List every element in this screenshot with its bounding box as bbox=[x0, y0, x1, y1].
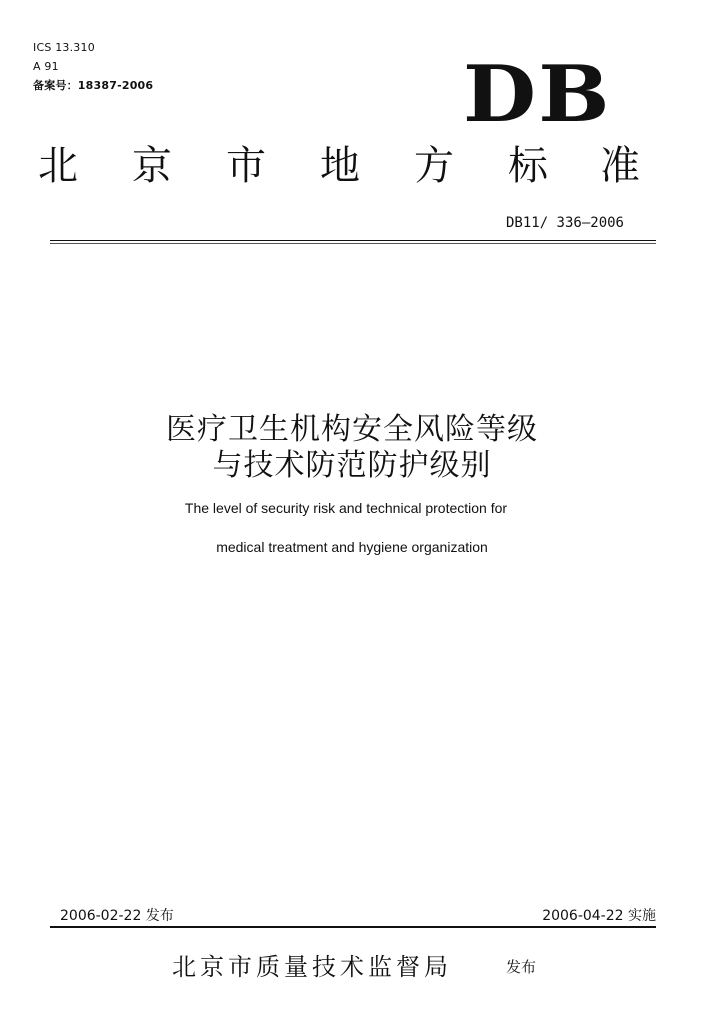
title-char: 市 bbox=[226, 143, 266, 189]
english-title-line-1: The level of security risk and technical protection for bbox=[184, 500, 508, 516]
bottom-divider bbox=[50, 926, 656, 928]
issue-date: 2006-02-22 发布 bbox=[60, 908, 174, 924]
db-logo: DB bbox=[463, 49, 612, 140]
title-char: 地 bbox=[320, 143, 360, 189]
ics-code: ICS 13.310 bbox=[33, 41, 95, 54]
chinese-title-line-1: 医疗卫生机构安全风险等级 bbox=[166, 412, 538, 447]
top-divider-secondary bbox=[50, 243, 656, 244]
standard-number: DB11/ 336—2006 bbox=[505, 215, 624, 231]
title-char: 方 bbox=[414, 143, 454, 189]
title-char: 京 bbox=[132, 143, 172, 189]
top-divider bbox=[50, 240, 656, 241]
record-number: 备案号：18387-2006 bbox=[33, 79, 154, 92]
chinese-title-line-2: 与技术防范防护级别 bbox=[212, 448, 492, 483]
ccs-code: A 91 bbox=[33, 60, 59, 73]
title-char: 标 bbox=[508, 143, 548, 189]
issuing-authority: 北京市质量技术监督局 bbox=[172, 953, 452, 981]
implementation-date: 2006-04-22 实施 bbox=[542, 908, 656, 924]
title-char: 准 bbox=[600, 143, 640, 189]
standard-category-title bbox=[0, 140, 704, 192]
title-char: 北 bbox=[38, 143, 78, 189]
english-title-line-2: medical treatment and hygiene organization bbox=[216, 539, 488, 555]
issuing-authority-suffix: 发布 bbox=[506, 958, 537, 976]
